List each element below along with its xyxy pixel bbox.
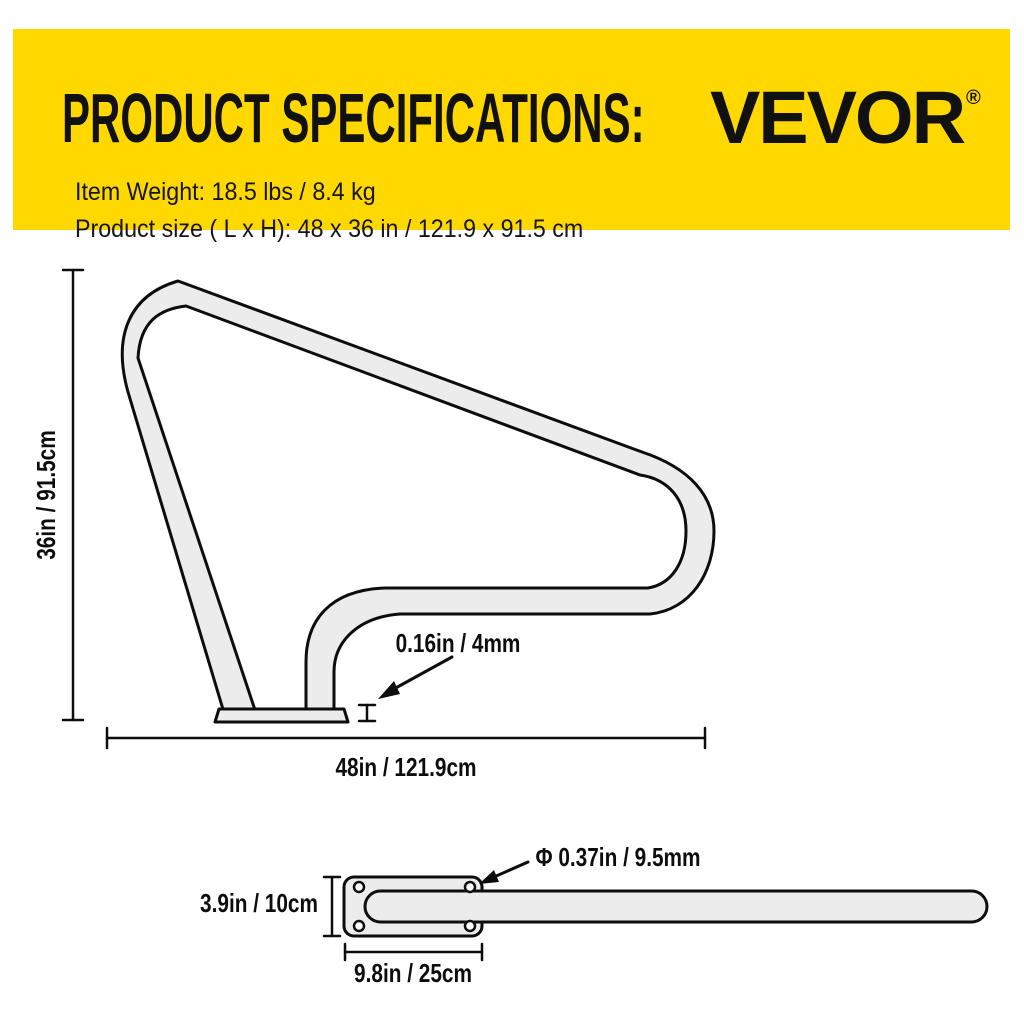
item-weight-text: Item Weight: 18.5 lbs / 8.4 kg	[75, 178, 376, 206]
page-title: PRODUCT SPECIFICATIONS:	[62, 79, 645, 157]
product-size-text: Product size ( L x H): 48 x 36 in / 121.9 x 91.5 cm	[75, 215, 584, 243]
height-dimension-label: 36in / 91.5cm	[31, 430, 61, 560]
screw-hole	[354, 921, 364, 931]
vevor-logo: VEVOR	[710, 76, 965, 159]
diameter-leader-arrow	[479, 862, 528, 884]
base-flange	[215, 709, 348, 722]
rail-tube	[365, 891, 987, 922]
width-dimension-label: 48in / 121.9cm	[335, 752, 477, 782]
screw-hole	[465, 921, 475, 931]
width-dimension-line	[107, 728, 705, 748]
screw-hole	[354, 882, 364, 892]
screw-hole	[465, 882, 475, 892]
hole-diameter-label: Φ 0.37in / 9.5mm	[535, 842, 701, 872]
registered-trademark-icon: ®	[966, 87, 981, 109]
flange-height-label: 3.9in / 10cm	[200, 888, 318, 918]
thickness-leader-arrow	[378, 657, 452, 699]
wall-thickness-mark	[359, 705, 375, 721]
height-dimension-line	[63, 270, 83, 720]
wall-thickness-label: 0.16in / 4mm	[395, 628, 521, 658]
side-view-drawing	[63, 270, 714, 748]
flange-width-label: 9.8in / 25cm	[354, 958, 472, 988]
top-view-drawing	[324, 862, 987, 960]
flange-height-dimension-line	[324, 877, 340, 936]
